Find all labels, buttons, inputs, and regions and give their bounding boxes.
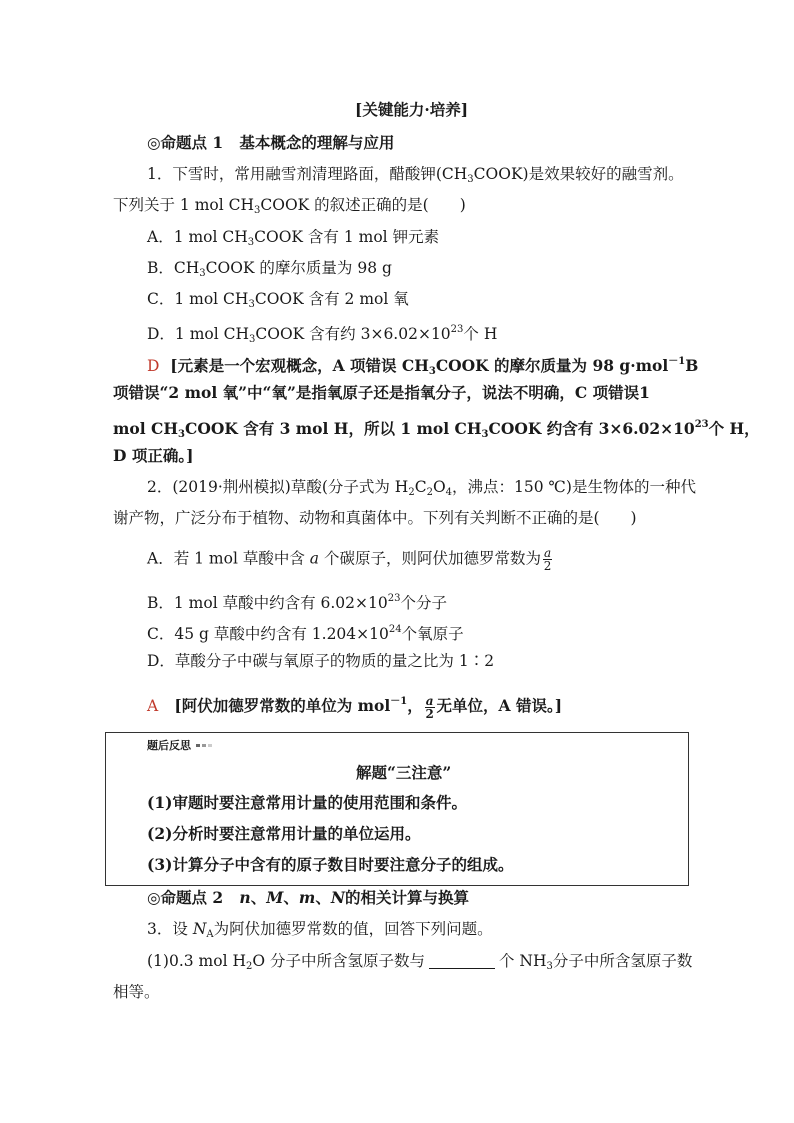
dots-icon: [196, 744, 212, 747]
topic-1-label: ◎命题点 1: [147, 133, 224, 152]
fraction-a-over-2-explanation: $\frac{a}{2}$: [425, 693, 434, 721]
reflection-tag: 题后反思: [147, 739, 212, 753]
topic-1-heading: [147, 132, 394, 154]
q1-explanation-line-3: mol $CH_3COOK$ 含有 3 mol H，所以 1 mol $CH_3COOK$ 约含有 $3\times 6.02\times 10^{23}$个 H，: [113, 419, 760, 440]
answer-blank[interactable]: [429, 952, 495, 969]
q2-stem-line-2: 谢产物，广泛分布于植物、动物和真菌体中。下列有关判断不正确的是( ): [113, 509, 637, 527]
q1-option-b: B．$CH_3COOK$ 的摩尔质量为 98 g: [147, 259, 392, 279]
reflection-item-1: (1)审题时要注意常用计量的使用范围和条件。: [147, 793, 467, 812]
q1-option-d: D．1 mol $CH_3COOK$ 含有约 $3\times 6.02\times 10^{23}$个 H: [147, 324, 498, 345]
q1-option-c: C．1 mol $CH_3COOK$ 含有 2 mol 氧: [147, 290, 409, 310]
fraction-a-over-2: $\frac{a}{2}$: [543, 546, 552, 573]
q2-option-b: B．1 mol 草酸中约含有 $6.02\times 10^{23}$个分子: [147, 593, 447, 612]
q3-sub-1-line-2: 相等。: [113, 983, 160, 1001]
q3-stem: 3．设 $N_A$为阿伏加德罗常数的值，回答下列问题。: [147, 920, 493, 940]
reflection-item-3: (3)计算分子中含有的原子数目时要注意分子的组成。: [147, 855, 514, 874]
q1-stem-line-1: 1．下雪时，常用融雪剂清理路面，醋酸钾$(CH_3COOK)$是效果较好的融雪剂。: [147, 165, 684, 185]
q1-answer: D: [147, 357, 160, 375]
reflection-title: 解题“三注意”: [356, 763, 452, 782]
topic-2-heading: ◎命题点 2 n、M、m、N的相关计算与换算: [147, 888, 470, 907]
reflection-item-2: (2)分析时要注意常用计量的单位运用。: [147, 824, 421, 843]
q2-answer: A: [147, 697, 159, 715]
q2-explanation: A [阿伏加德罗常数的单位为 mol$^{-1}$， $\frac{a}{2}$ 无单位，A 错误。]: [147, 693, 563, 721]
q2-option-a: A．若 1 mol 草酸中含 a 个碳原子，则阿伏加德罗常数为 $\frac{a}{2}$: [147, 546, 552, 573]
q1-explanation-line-2: 项错误“2 mol 氧”中“氧”是指氧原子还是指氧分子，说法不明确，C 项错误1: [113, 383, 650, 402]
q2-option-c: C．45 g 草酸中约含有 $1.204\times 10^{24}$个氧原子: [147, 624, 464, 643]
section-header: [关键能力·培养]: [355, 100, 469, 119]
q1-stem-line-2: 下列关于 1 mol $CH_3COOK$ 的叙述正确的是( ): [113, 196, 466, 216]
q1-option-a: A．1 mol $CH_3COOK$ 含有 1 mol 钾元素: [147, 228, 440, 248]
q1-explanation-line-1: D [元素是一个宏观概念，A 项错误 $CH_3COOK$ 的摩尔质量为 98 g·mol$^{-1}$B: [147, 356, 699, 377]
q1-explanation-line-4: D 项正确。]: [113, 446, 194, 465]
q3-sub-1: (1)0.3 mol $H_2O$ 分子中所含氢原子数与 个 $NH_3$分子中所含氢原子数: [147, 952, 693, 972]
topic-1-title: 基本概念的理解与应用: [239, 133, 395, 152]
q2-stem-line-1: 2．(2019·荆州模拟)草酸(分子式为 $H_2C_2O_4$，沸点：150 ℃)是生物体的一种代: [147, 478, 696, 498]
q2-option-d: D．草酸分子中碳与氧原子的物质的量之比为 1∶2: [147, 652, 495, 670]
